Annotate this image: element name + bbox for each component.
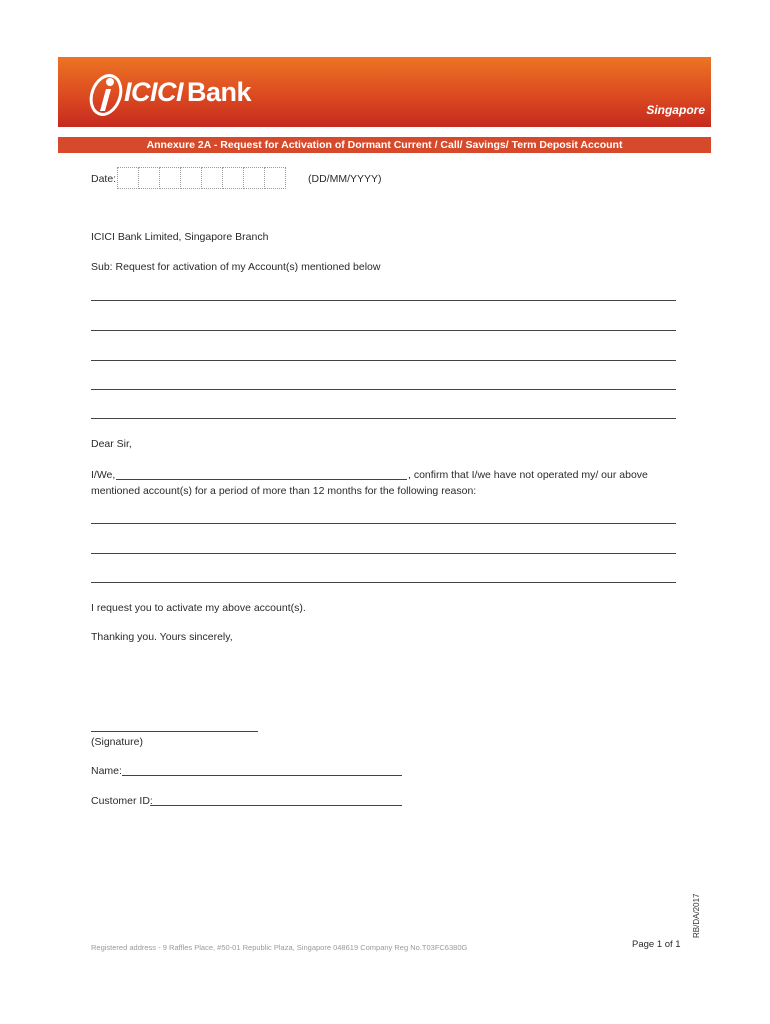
date-digit-box[interactable]	[222, 167, 244, 189]
confirm-reason-text: mentioned account(s) for a period of more than 12 months for the following reason:	[91, 485, 477, 497]
icici-i-logo-icon	[86, 69, 126, 117]
date-digit-box[interactable]	[117, 167, 139, 189]
account-line[interactable]	[91, 360, 676, 361]
confirm-suffix: , confirm that I/we have not operated my/ our above	[408, 469, 648, 481]
date-digit-box[interactable]	[243, 167, 265, 189]
salutation: Dear Sir,	[91, 438, 132, 450]
bank-logo-text	[124, 77, 251, 108]
logo-bank: Bank	[187, 77, 252, 107]
reason-line[interactable]	[91, 582, 676, 583]
signature-label: (Signature)	[91, 736, 143, 748]
name-label: Name:	[91, 765, 122, 777]
logo-name: ICICI	[124, 77, 184, 107]
account-line[interactable]	[91, 300, 676, 301]
customer-id-label: Customer ID:	[91, 795, 153, 807]
date-digit-box[interactable]	[201, 167, 223, 189]
country-label: Singapore	[646, 103, 705, 117]
subject-line: Sub: Request for activation of my Account(s) mentioned below	[91, 261, 381, 273]
reason-line[interactable]	[91, 553, 676, 554]
closing-text: Thanking you. Yours sincerely,	[91, 631, 233, 643]
form-title: Annexure 2A - Request for Activation of Dormant Current / Call/ Savings/ Term Deposit Account	[58, 137, 711, 153]
date-digit-box[interactable]	[180, 167, 202, 189]
customer-id-field-line[interactable]	[150, 805, 402, 806]
signature-line[interactable]	[91, 731, 258, 732]
date-label: Date:	[91, 173, 117, 185]
confirm-prefix: I/We,	[91, 469, 116, 481]
customer-name-line[interactable]	[116, 479, 407, 480]
page-number: Page 1 of 1	[632, 939, 681, 950]
header-banner	[58, 57, 711, 127]
activation-request: I request you to activate my above account(s).	[91, 602, 306, 614]
reason-line[interactable]	[91, 523, 676, 524]
account-line[interactable]	[91, 418, 676, 419]
date-digit-box[interactable]	[138, 167, 160, 189]
date-digit-box[interactable]	[264, 167, 286, 189]
account-line[interactable]	[91, 389, 676, 390]
date-input-boxes[interactable]	[118, 167, 286, 189]
account-line[interactable]	[91, 330, 676, 331]
footer-address: Registered address - 9 Raffles Place, #50-01 Republic Plaza, Singapore 048619 Company Reg No.T03FC6380G	[91, 943, 468, 952]
form-code: RB/DA/2017	[692, 893, 701, 938]
name-field-line[interactable]	[122, 775, 402, 776]
addressee: ICICI Bank Limited, Singapore Branch	[91, 231, 269, 243]
date-digit-box[interactable]	[159, 167, 181, 189]
date-format-hint: (DD/MM/YYYY)	[308, 173, 382, 185]
